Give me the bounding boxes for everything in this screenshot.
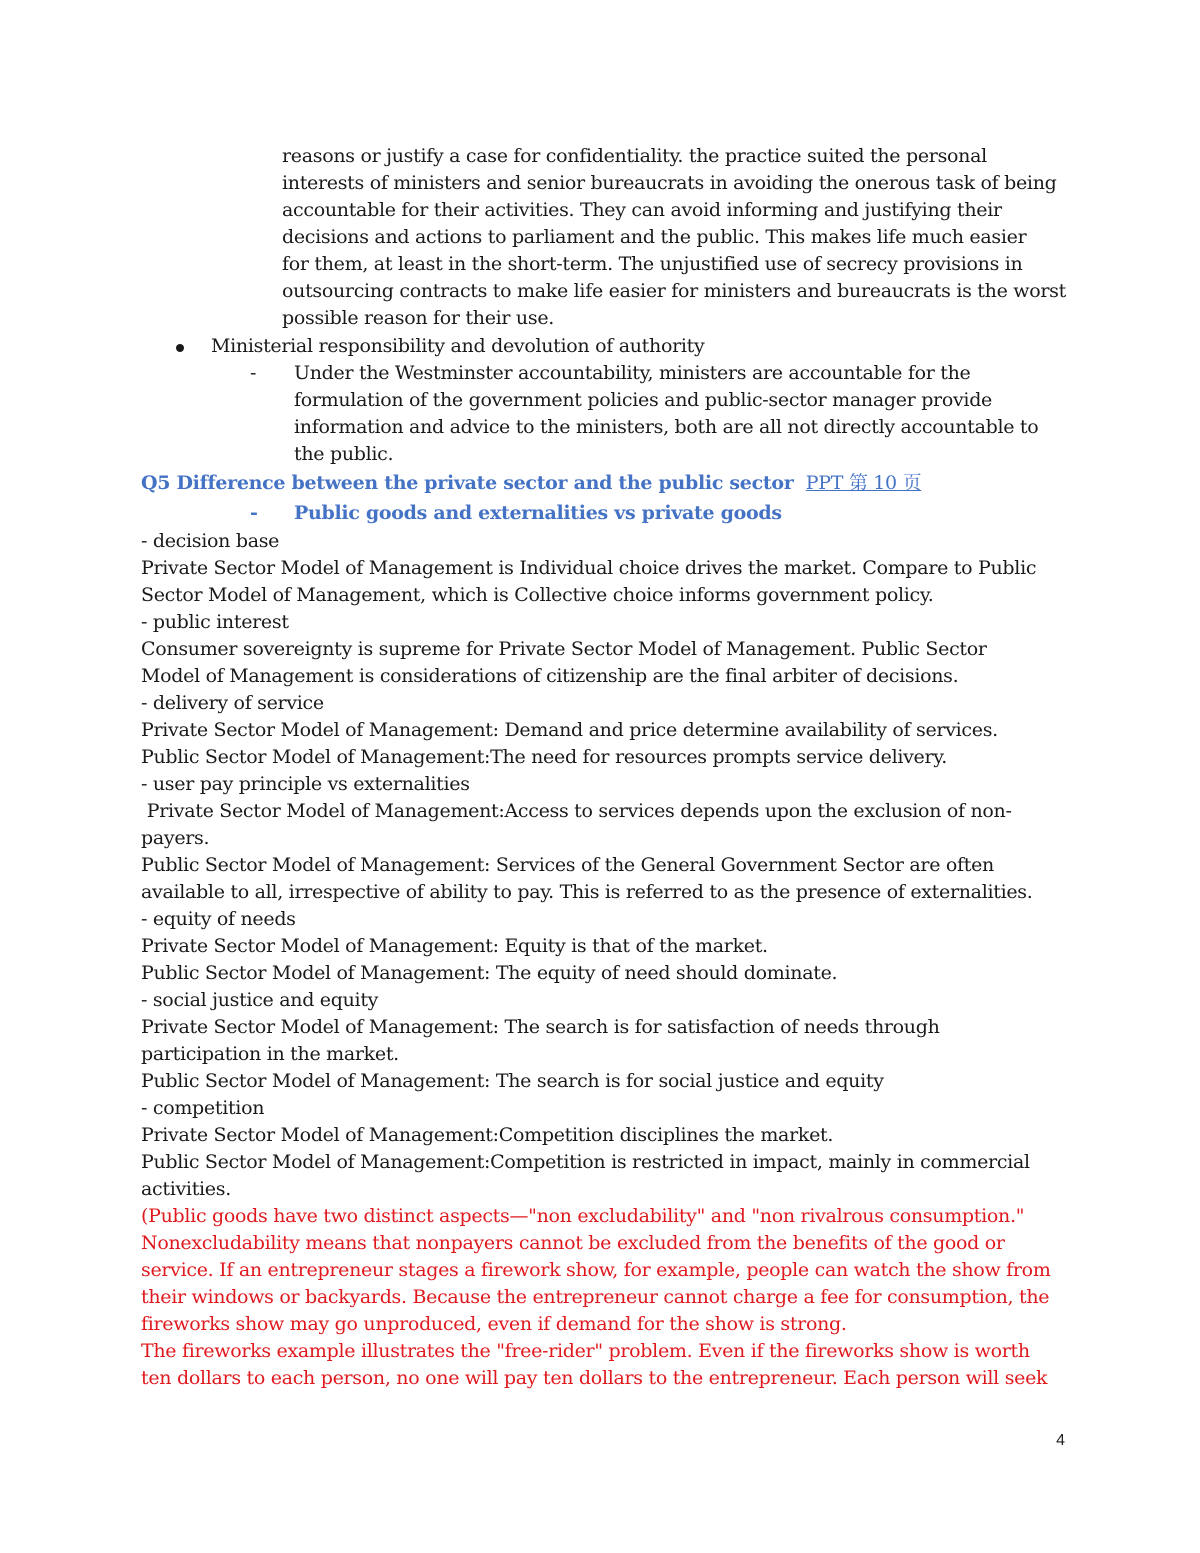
body-line: Private Sector Model of Management:Competition disciplines the market.: [141, 1124, 834, 1146]
body-line: Private Sector Model of Management:Access to services depends upon the exclusion of non-: [141, 800, 1012, 822]
paragraph-line: outsourcing contracts to make life easier for ministers and bureaucrats is the worst: [282, 280, 1066, 302]
body-line: Model of Management is considerations of citizenship are the final arbiter of decisions.: [141, 665, 959, 687]
body-line: participation in the market.: [141, 1043, 399, 1065]
body-line: Private Sector Model of Management: Demand and price determine availability of services.: [141, 719, 998, 741]
body-line: Public Sector Model of Management: The equity of need should dominate.: [141, 962, 838, 984]
body-line: Public Sector Model of Management: The search is for social justice and equity: [141, 1070, 884, 1092]
body-line: - public interest: [141, 611, 289, 633]
q5-heading: [141, 470, 921, 497]
paragraph-line: reasons or justify a case for confidentiality. the practice suited the personal: [282, 145, 987, 167]
body-line: - decision base: [141, 530, 280, 552]
annotation-line: Nonexcludability means that nonpayers cannot be excluded from the benefits of the good or: [141, 1232, 1005, 1254]
body-line: - delivery of service: [141, 692, 324, 714]
body-line: - social justice and equity: [141, 989, 379, 1011]
paragraph-line: decisions and actions to parliament and the public. This makes life much easier: [282, 226, 1027, 248]
ppt-reference-link[interactable]: PPT 第 10 页: [805, 472, 922, 494]
annotation-line: (Public goods have two distinct aspects—"non excludability" and "non rivalrous consumption.": [141, 1205, 1025, 1227]
dash-marker: -: [250, 502, 258, 524]
annotation-line: fireworks show may go unproduced, even if demand for the show is strong.: [141, 1313, 847, 1335]
body-line: - user pay principle vs externalities: [141, 773, 470, 795]
paragraph-line: the public.: [294, 443, 394, 465]
paragraph-line: possible reason for their use.: [282, 307, 555, 329]
q5-heading-text: Q5 Difference between the private sector and the public sector: [141, 472, 794, 494]
paragraph-line: Under the Westminster accountability, ministers are accountable for the: [294, 362, 971, 384]
annotation-line: The fireworks example illustrates the "free-rider" problem. Even if the fireworks show is worth: [141, 1340, 1030, 1362]
body-line: - equity of needs: [141, 908, 296, 930]
bullet-item: Ministerial responsibility and devolution of authority: [211, 335, 705, 357]
dash-marker: -: [250, 362, 257, 384]
body-line: Public Sector Model of Management:Competition is restricted in impact, mainly in commercial: [141, 1151, 1030, 1173]
body-line: Sector Model of Management, which is Collective choice informs government policy.: [141, 584, 934, 606]
paragraph-line: information and advice to the ministers, both are all not directly accountable to: [294, 416, 1039, 438]
paragraph-line: formulation of the government policies and public-sector manager provide: [294, 389, 992, 411]
paragraph-line: for them, at least in the short-term. The unjustified use of secrecy provisions in: [282, 253, 1023, 275]
body-line: Public Sector Model of Management:The need for resources prompts service delivery.: [141, 746, 947, 768]
body-line: Private Sector Model of Management: Equity is that of the market.: [141, 935, 768, 957]
body-line: available to all, irrespective of ability to pay. This is referred to as the presence of externalities.: [141, 881, 1033, 903]
annotation-line: their windows or backyards. Because the entrepreneur cannot charge a fee for consumption, the: [141, 1286, 1050, 1308]
body-line: Public Sector Model of Management: Services of the General Government Sector are often: [141, 854, 994, 876]
bullet-icon: [176, 344, 184, 352]
page-number: 4: [1056, 1432, 1065, 1449]
annotation-line: service. If an entrepreneur stages a firework show, for example, people can watch the show from: [141, 1259, 1051, 1281]
paragraph-line: interests of ministers and senior bureaucrats in avoiding the onerous task of being: [282, 172, 1057, 194]
body-line: Private Sector Model of Management is Individual choice drives the market. Compare to Public: [141, 557, 1037, 579]
body-line: - competition: [141, 1097, 265, 1119]
body-line: Consumer sovereignty is supreme for Private Sector Model of Management. Public Sector: [141, 638, 987, 660]
body-line: payers.: [141, 827, 210, 849]
annotation-line: ten dollars to each person, no one will pay ten dollars to the entrepreneur. Each person will seek: [141, 1367, 1048, 1389]
body-line: activities.: [141, 1178, 231, 1200]
q5-subheading: Public goods and externalities vs private goods: [294, 502, 782, 524]
body-line: Private Sector Model of Management: The search is for satisfaction of needs through: [141, 1016, 940, 1038]
paragraph-line: accountable for their activities. They can avoid informing and justifying their: [282, 199, 1002, 221]
